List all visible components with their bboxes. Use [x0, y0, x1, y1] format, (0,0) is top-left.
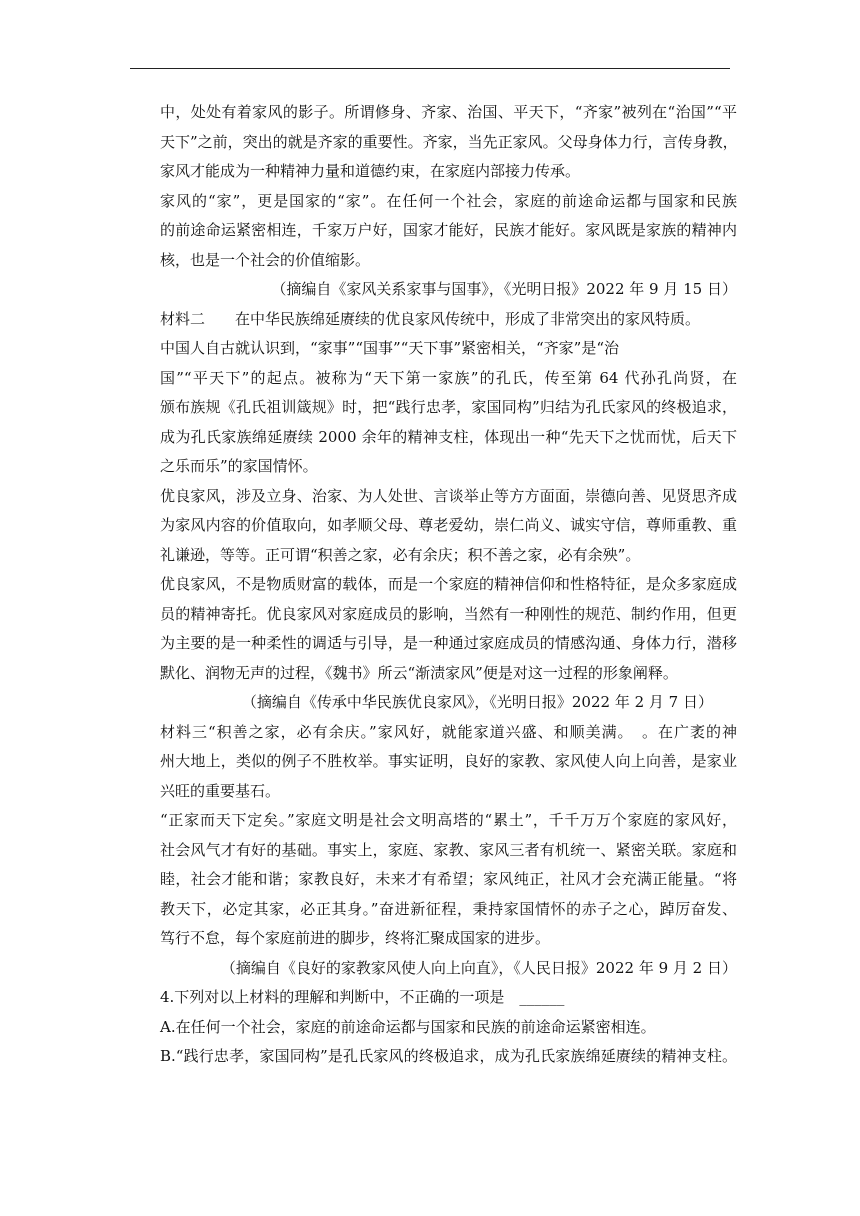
text-line: 为家风内容的价值取向，如孝顺父母、尊老爱幼，崇仁尚义、诚实守信，尊师重教、重: [160, 516, 737, 534]
header-rule: [130, 68, 730, 69]
text-line: 家风才能成为一种精神力量和道德约束，在家庭内部接力传承。: [160, 162, 581, 180]
text-line: 国”“平天下”的起点。被称为“天下第一家族”的孔氏，传至第 64 代孙孔尚贤，在: [160, 368, 737, 387]
text-line: 核，也是一个社会的价值缩影。: [160, 250, 371, 269]
text-line: 笃行不怠，每个家庭前进的脚步，终将汇聚成国家的进步。: [160, 929, 551, 947]
text-line: 之乐而乐”的家国情怀。: [160, 457, 318, 475]
text-line: 州大地上，类似的例子不胜枚举。事实证明，良好的家教、家风使人向上向善，是家业: [160, 752, 737, 770]
source-citation: （摘编自《良好的家教家风使人向上向直》，《人民日报》2022 年 9 月 2 日）: [220, 958, 737, 977]
text-line: 材料二 在中华民族绵延赓续的优良家风传统中，形成了非常突出的家风特质。: [160, 309, 701, 328]
text-line: 天下”之前，突出的就是齐家的重要性。齐家，当先正家风。父母身体力行，言传身教，: [160, 132, 738, 151]
text-line: “正家而天下定矣。”家庭文明是社会文明高塔的“累土”，千千万万个家庭的家风好，: [160, 811, 737, 829]
text-line: 优良家风，涉及立身、治家、为人处世、言谈举止等方方面面，崇德向善、见贤思齐成: [160, 486, 737, 505]
text-line: 家风的“家”，更是国家的“家”。在任何一个社会，家庭的前途命运都与国家和民族: [160, 191, 737, 210]
text-line: 中，处处有着家风的影子。所谓修身、齐家、治国、平天下，“齐家”被列在“治国”“平: [160, 103, 737, 121]
document-body: [160, 98, 737, 1072]
text-line: 中国人自古就认识到，“家事”“国事”“天下事”紧密相关，“齐家”是“治: [160, 339, 620, 357]
source-citation: （摘编自《传承中华民族优良家风》，《光明日报》2022 年 2 月 7 日）: [241, 693, 713, 711]
text-line: 兴旺的重要基石。: [160, 781, 281, 800]
text-line: 礼谦逊，等等。正可谓“积善之家，必有余庆；积不善之家，必有余殃”。: [160, 545, 641, 564]
text-line: B.“践行忠孝，家国同构”是孔氏家风的终极追求，成为孔氏家族绵延赓续的精神支柱。: [160, 1047, 737, 1065]
text-line: 成为孔氏家族绵延赓续 2000 余年的精神支柱，体现出一种“先天下之忧而忧，后天下: [160, 427, 737, 446]
source-citation: （摘编自《家风关系家事与国事》，《光明日报》2022 年 9 月 15 日）: [271, 280, 737, 298]
text-line: A.在任何一个社会，家庭的前途命运都与国家和民族的前途命运紧密相连。: [160, 1017, 656, 1036]
text-line: 的前途命运紧密相连，千家万户好，国家才能好，民族才能好。家风既是家族的精神内: [160, 221, 737, 239]
text-line: 为主要的是一种柔性的调适与引导，是一种通过家庭成员的情感沟通、身体力行，潜移: [160, 634, 737, 652]
text-line: 睦，社会才能和谐；家教良好，未来才有希望；家风纯正，社风才会充满正能量。“将: [160, 870, 737, 888]
text-line: 4.下列对以上材料的理解和判断中，不正确的一项是 ______: [160, 988, 565, 1006]
text-line: 社会风气才有好的基础。事实上，家庭、家教、家风三者有机统一、紧密关联。家庭和: [160, 840, 737, 859]
text-line: 材料三“积善之家，必有余庆。”家风好，就能家道兴盛、和顺美满。 。在广袤的神: [160, 722, 737, 741]
text-line: 优良家风，不是物质财富的载体，而是一个家庭的精神信仰和性格特征，是众多家庭成: [160, 575, 737, 593]
text-line: 员的精神寄托。优良家风对家庭成员的影响，当然有一种刚性的规范、制约作用，但更: [160, 604, 737, 623]
text-line: 默化、润物无声的过程，《魏书》所云“渐渍家风”便是对这一过程的形象阐释。: [160, 663, 678, 682]
text-line: 颁布族规《孔氏祖训箴规》时，把“践行忠孝，家国同构”归结为孔氏家风的终极追求，: [160, 398, 737, 416]
text-line: 教天下，必定其家，必正其身。”奋进新征程，秉持家国情怀的赤子之心，踔厉奋发、: [160, 899, 737, 918]
